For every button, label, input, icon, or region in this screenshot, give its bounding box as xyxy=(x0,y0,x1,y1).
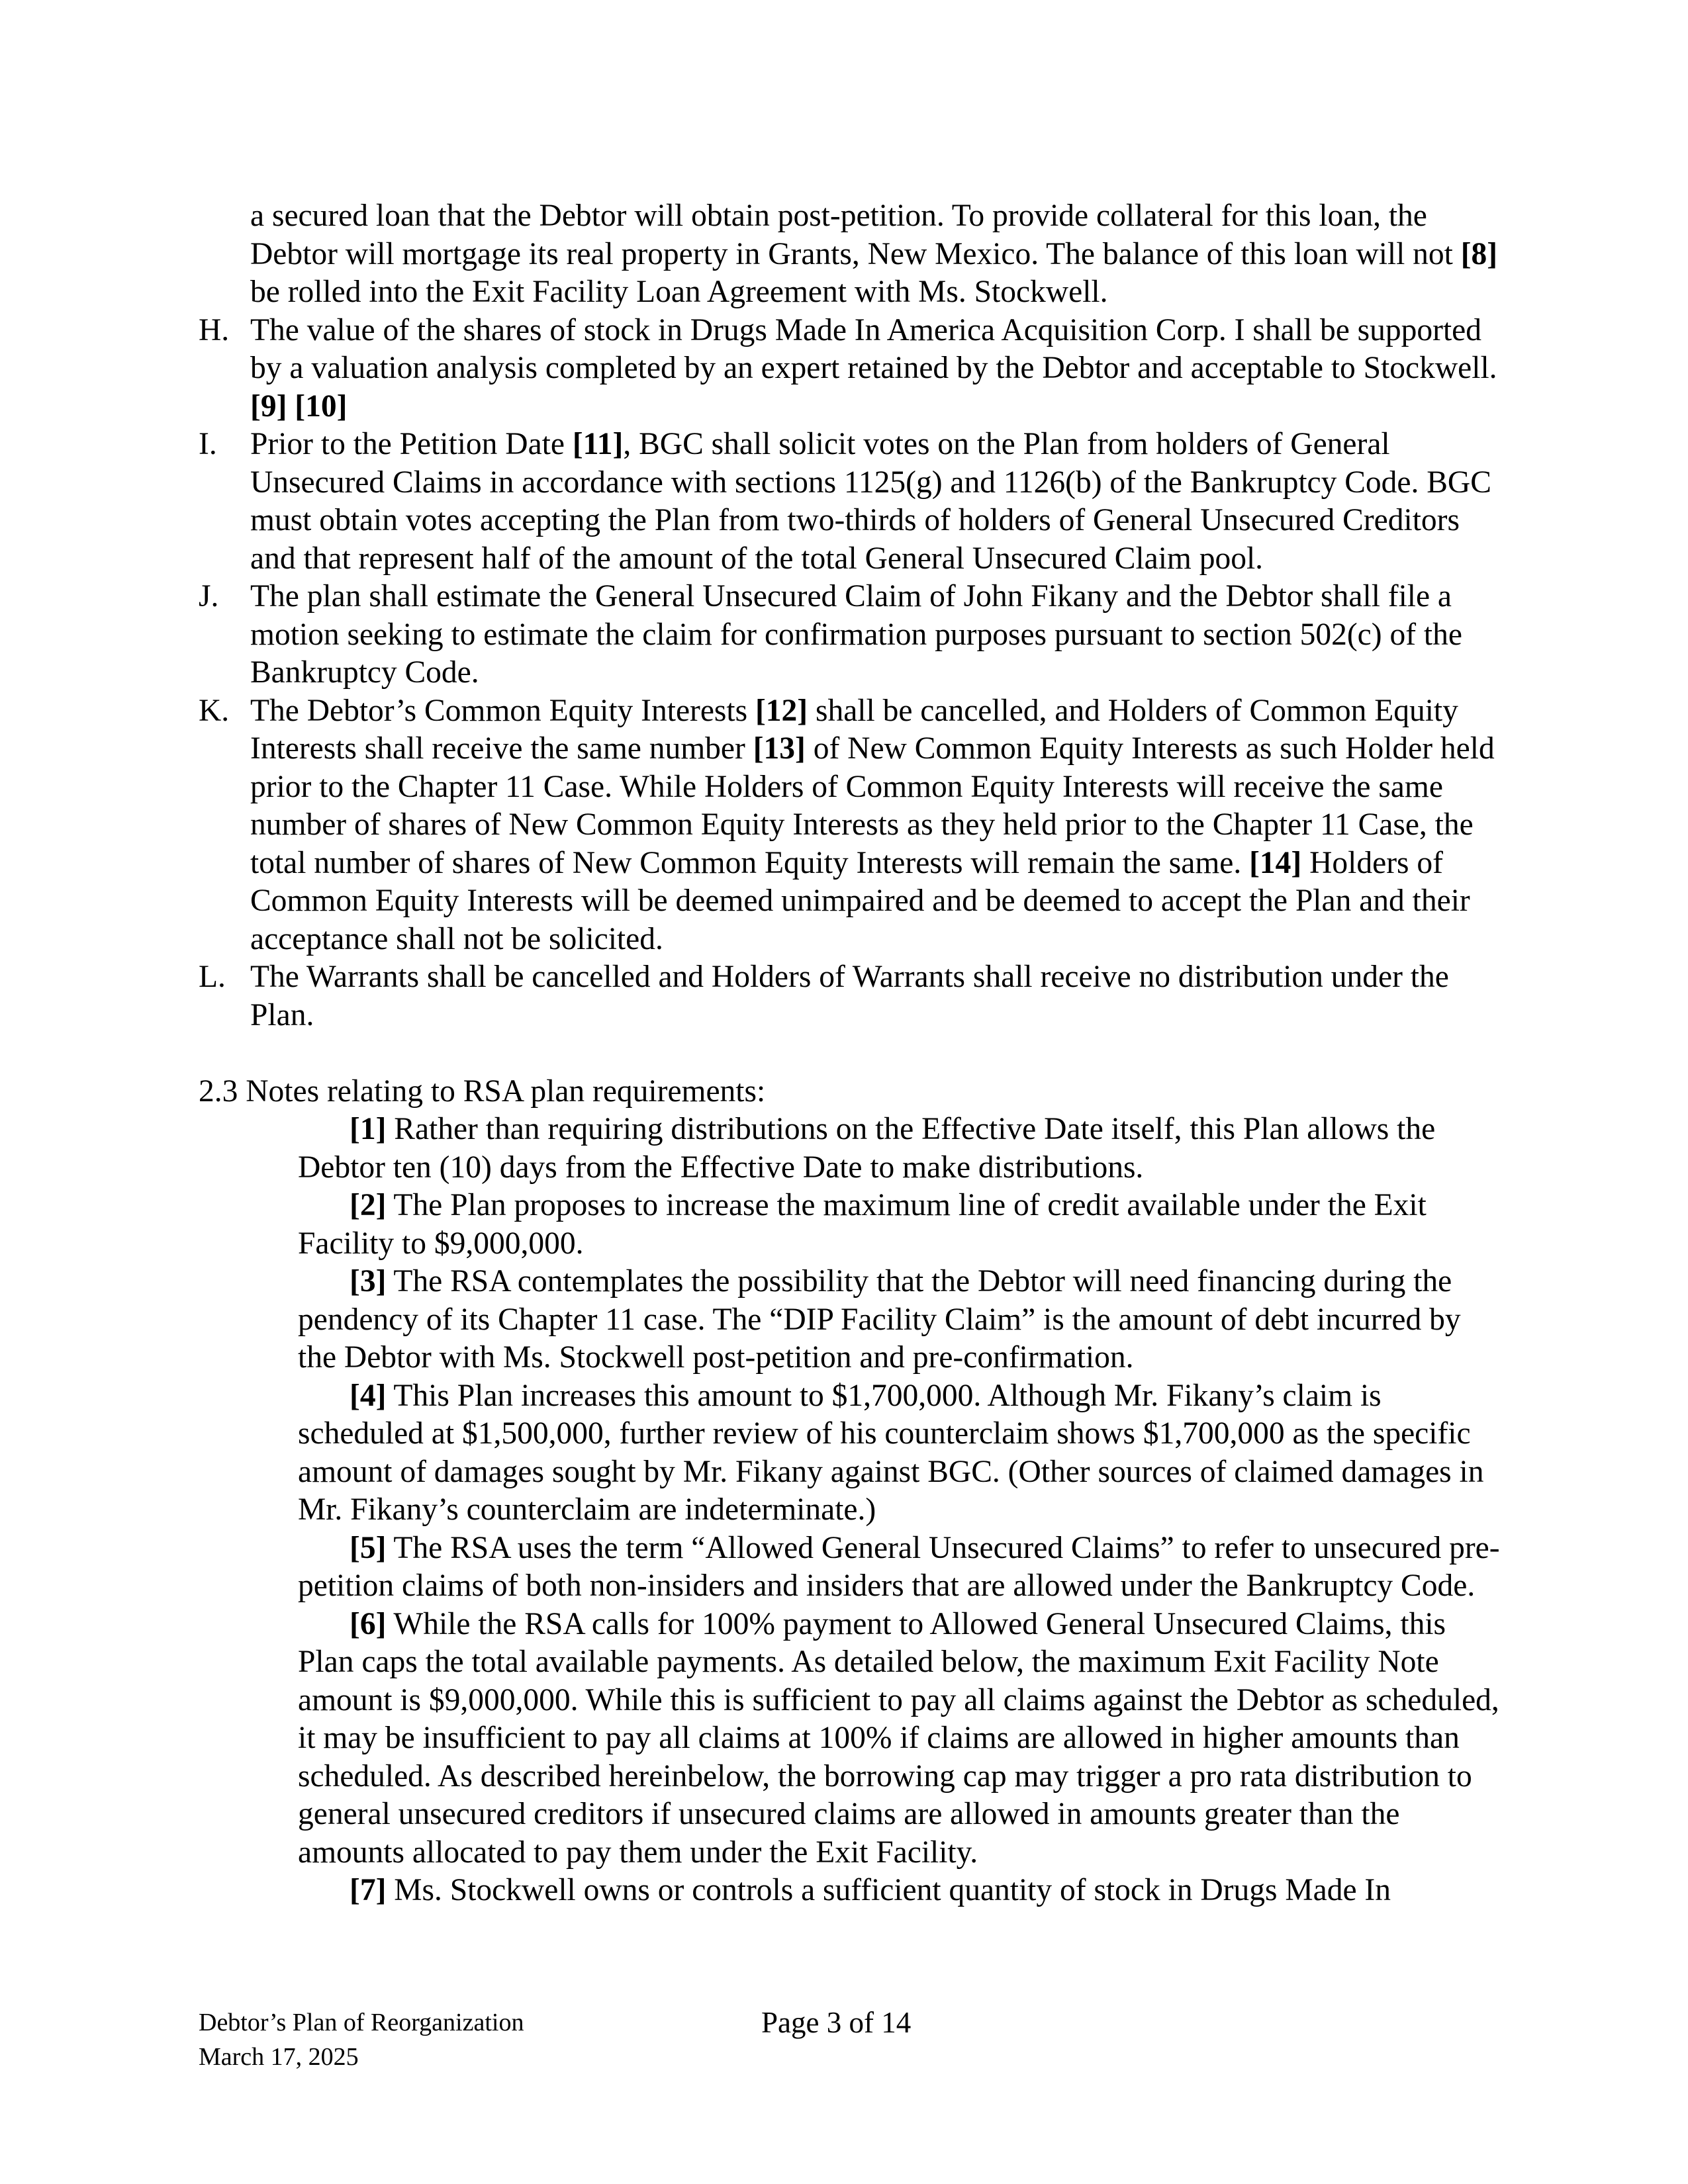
note-reference: [13] xyxy=(753,731,806,766)
page-number: Page 3 of 14 xyxy=(761,2006,912,2039)
note-marker: [7] xyxy=(350,1873,387,1907)
list-item-text: Prior to the Petition Date [11], BGC shall solicit votes on the Plan from holders of General Unsecured Claims in accordance with sections 1125(g) and 1126(b) of the Bankruptcy Code. BGC must obtain votes accepting the Plan from two-thirds of holders of General Unsecured Creditors and that represent half of the amount of the total General Unsecured Claim pool. xyxy=(250,427,1491,576)
list-item-text: The value of the shares of stock in Drugs Made In America Acquisition Corp. I shall be supported by a valuation analysis completed by an expert retained by the Debtor and acceptable to Stockwell. [9] [10] xyxy=(250,312,1497,424)
list-item-text: The plan shall estimate the General Unsecured Claim of John Fikany and the Debtor shall file a motion seeking to estimate the claim for confirmation purposes pursuant to section 502(c) of the Bankruptcy Code. xyxy=(250,579,1462,690)
list-item-label: L. xyxy=(199,960,226,994)
note-1: [1] Rather than requiring distributions on the Effective Date itself, this Plan allows the Debtor ten (10) days from the Effective Date to make distributions. xyxy=(298,1112,1436,1185)
note-reference: [9] [10] xyxy=(250,388,348,424)
footer-date: March 17, 2025 xyxy=(199,2043,359,2071)
note-reference: [11] xyxy=(572,427,624,461)
list-item-text: The Warrants shall be cancelled and Holders of Warrants shall receive no distribution under the Plan. xyxy=(250,960,1449,1032)
document-body xyxy=(199,197,1503,1910)
note-5: [5] The RSA uses the term “Allowed General Unsecured Claims” to refer to unsecured pre-petition claims of both non-insiders and insiders that are allowed under the Bankruptcy Code. xyxy=(298,1530,1500,1603)
list-item-label: K. xyxy=(199,693,230,728)
list-item-j xyxy=(199,578,1503,692)
list-item-h xyxy=(199,312,1503,426)
note-marker: [5] xyxy=(350,1530,387,1565)
note-reference: [12] xyxy=(755,693,808,728)
note-marker: [3] xyxy=(350,1264,387,1298)
note-marker: [4] xyxy=(350,1378,387,1413)
note-7: [7] Ms. Stockwell owns or controls a sufficient quantity of stock in Drugs Made In xyxy=(350,1873,1391,1907)
note-reference: [8] xyxy=(1460,236,1498,271)
list-item-label: J. xyxy=(199,579,219,614)
note-marker: [6] xyxy=(350,1606,387,1641)
list-item-i xyxy=(199,426,1503,578)
note-marker: [1] xyxy=(350,1112,387,1146)
list-item-text: The Debtor’s Common Equity Interests [12] shall be cancelled, and Holders of Common Equity Interests shall receive the same number [13] of New Common Equity Interests as such Holder held prior to the Chapter 11 Case. While Holders of Common Equity Interests will receive the same number of shares of New Common Equity Interests as they held prior to the Chapter 11 Case, the total number of shares of New Common Equity Interests will remain the same. [14] Holders of Common Equity Interests will be deemed unimpaired and be deemed to accept the Plan and their acceptance shall not be solicited. xyxy=(250,693,1495,956)
spacer xyxy=(199,1034,1503,1073)
continuation-paragraph: a secured loan that the Debtor will obtain post-petition. To provide collateral for this loan, the Debtor will mortgage its real property in Grants, New Mexico. The balance of this loan will not [8] be rolled into the Exit Facility Loan Agreement with Ms. Stockwell. xyxy=(250,199,1498,309)
list-item-label: I. xyxy=(199,427,217,461)
note-2: [2] The Plan proposes to increase the maximum line of credit available under the Exit Facility to $9,000,000. xyxy=(298,1188,1427,1261)
note-4: [4] This Plan increases this amount to $1,700,000. Although Mr. Fikany’s claim is scheduled at $1,500,000, further review of his counterclaim shows $1,700,000 as the specific amount of damages sought by Mr. Fikany against BGC. (Other sources of claimed damages in Mr. Fikany’s counterclaim are indeterminate.) xyxy=(298,1378,1484,1527)
footer-doc-title: Debtor’s Plan of Reorganization xyxy=(199,2009,524,2036)
section-heading: 2.3 Notes relating to RSA plan requirements: xyxy=(199,1073,766,1109)
list-item-l xyxy=(199,958,1503,1034)
note-reference: [14] xyxy=(1249,845,1302,880)
footer-document-info xyxy=(199,2005,524,2074)
note-3: [3] The RSA contemplates the possibility that the Debtor will need financing during the pendency of its Chapter 11 case. The “DIP Facility Claim” is the amount of debt incurred by the Debtor with Ms. Stockwell post-petition and pre-confirmation. xyxy=(298,1264,1461,1375)
list-item-k xyxy=(199,692,1503,959)
note-marker: [2] xyxy=(350,1188,387,1222)
note-6: [6] While the RSA calls for 100% payment to Allowed General Unsecured Claims, this Plan caps the total available payments. As detailed below, the maximum Exit Facility Note amount is $9,000,000. While this is sufficient to pay all claims against the Debtor as scheduled, it may be insufficient to pay all claims at 100% if claims are allowed in higher amounts than scheduled. As described hereinbelow, the borrowing cap may trigger a pro rata distribution to general unsecured creditors if unsecured claims are allowed in amounts greater than the amounts allocated to pay them under the Exit Facility. xyxy=(298,1606,1499,1870)
list-item-label: H. xyxy=(199,312,230,347)
